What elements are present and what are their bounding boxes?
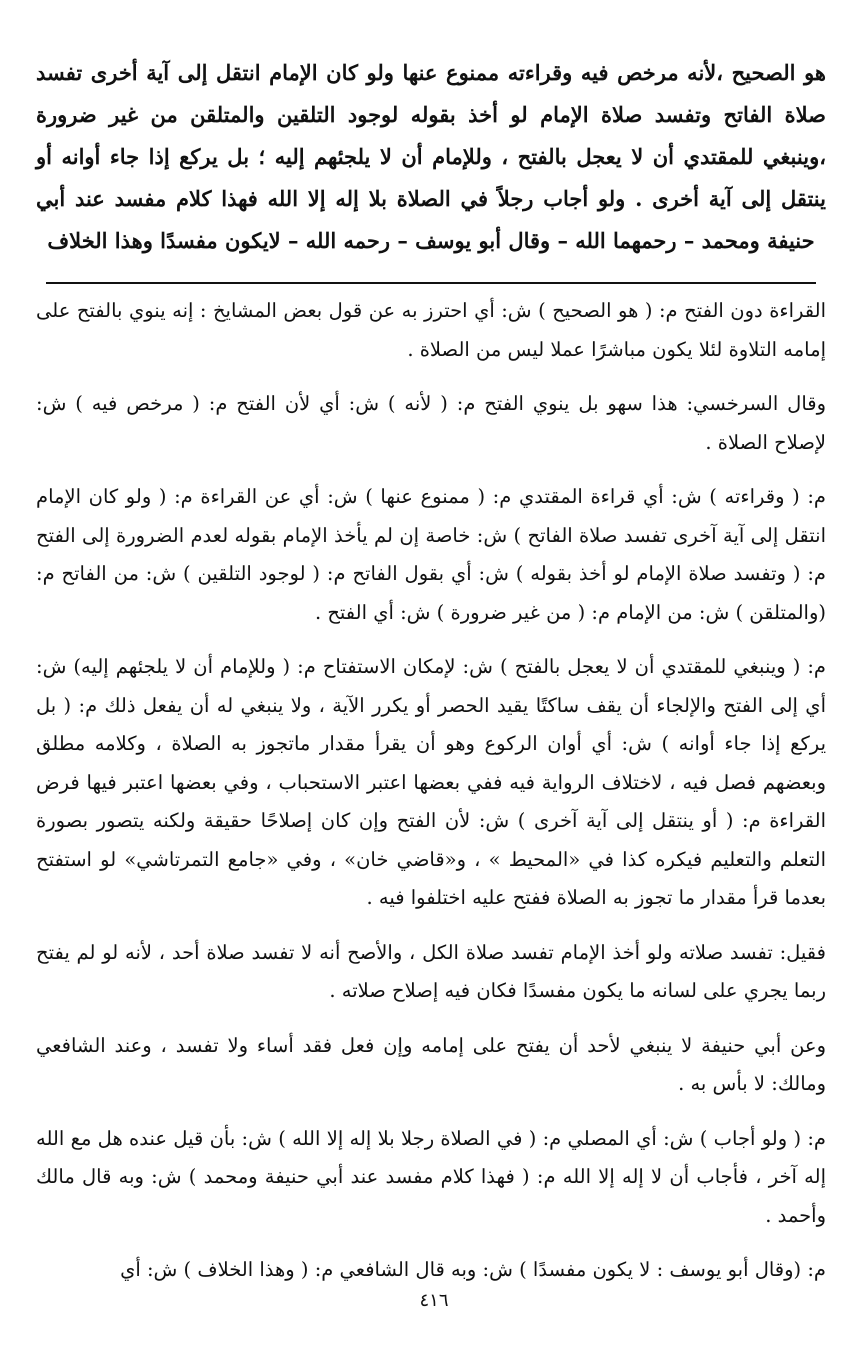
commentary-paragraph: م: ( ولو أجاب ) ش: أي المصلي م: ( في الصلاة رجلا بلا إله إلا الله ) ش: بأن قيل عنده هل مع الله إله آخر ، فأجاب أن لا إله إلا الله م: ( فهذا كلام مفسد عند أبي حنيفة ومحمد ) ش: وبه قال مالك وأحمد . xyxy=(36,1126,826,1227)
page-number: ٤١٦ xyxy=(419,1290,449,1311)
main-text: هو الصحيح ،لأنه مرخص فيه وقراءته ممنوع عنها ولو كان الإمام انتقل إلى آية أخرى تفسد صلاة الفاتح وتفسد صلاة الإمام لو أخذ بقوله لوجود التلقين والمتلقن من غير ضرورة ،وينبغي للمقتدي أن لا يعجل بالفتح ، وللإمام أن لا يلجئهم إليه ؛ بل يركع إذا جاء أوانه أو ينتقل إلى آية أخرى . ولو أجاب رجلاً في الصلاة بلا إله إلا الله فهذا كلام مفسد عند أبي حنيفة ومحمد – رحمهما الله – وقال أبو يوسف – رحمه الله – لايكون مفسدًا وهذا الخلاف xyxy=(36,60,826,253)
separator-line xyxy=(46,282,816,284)
commentary-paragraph: م: (وقال أبو يوسف : لا يكون مفسدًا ) ش: وبه قال الشافعي م: ( وهذا الخلاف ) ش: أي xyxy=(120,1258,826,1281)
commentary-paragraph: م: ( وقراءته ) ش: أي قراءة المقتدي م: ( ممنوع عنها ) ش: أي عن القراءة م: ( ولو كان الإمام انتقل إلى آية آخرى تفسد صلاة الفاتح ) ش: خاصة إن لم يأخذ الإمام بقوله لعدم الضرورة إلى الفتح م: ( وتفسد صلاة الإمام لو أخذ بقوله ) ش: أي بقول الفاتح م: ( لوجود التلقين ) ش: من الفاتح م: (والمتلقن ) ش: من الإمام م: ( من غير ضرورة ) ش: أي الفتح . xyxy=(36,485,826,624)
commentary-paragraph: وقال السرخسي: هذا سهو بل ينوي الفتح م: ( لأنه ) ش: أي لأن الفتح م: ( مرخص فيه ) ش: لإصلاح الصلاة . xyxy=(36,392,826,454)
commentary-paragraph: م: ( وينبغي للمقتدي أن لا يعجل بالفتح ) ش: لإمكان الاستفتاح م: ( وللإمام أن لا يلجئهم إليه) ش: أي إلى الفتح والإلجاء أن يقف ساكتًا يقيد الحصر أو يكرر الآية ، ولا ينبغي له أن يفعل ذلك م: ( بل يركع إذا جاء أوانه ) ش: أي أوان الركوع وهو أن يقرأ مقدار ماتجوز به الصلاة ، وكلامه مطلق وبعضهم فصل فيه ، لاختلاف الرواية فيه ففي بعضها اعتبر الاستحباب ، وفي بعضها اعتبر فيها فرض القراءة م: ( أو ينتقل إلى آية آخرى ) ش: لأن الفتح وإن كان إصلاحًا حقيقة ولكنه يتصور بصورة التعلم والتعليم فيكره كذا في «المحيط » ، و«قاضي خان» ، وفي «جامع التمرتاشي» لو استفتح بعدما قرأ مقدار ما تجوز به الصلاة ففتح عليه اختلفوا فيه . xyxy=(36,655,826,909)
book-page xyxy=(36,52,826,1306)
commentary-paragraph: وعن أبي حنيفة لا ينبغي لأحد أن يفتح على إمامه وإن فعل فقد أساء ولا تفسد ، وعند الشافعي ومالك: لا بأس به . xyxy=(36,1033,826,1095)
commentary xyxy=(36,292,826,1290)
commentary-paragraph: القراءة دون الفتح م: ( هو الصحيح ) ش: أي احترز به عن قول بعض المشايخ : إنه ينوي بالفتح على إمامه التلاوة لئلا يكون مباشرًا عملا ليس من الصلاة . xyxy=(36,299,826,361)
commentary-paragraph: فقيل: تفسد صلاته ولو أخذ الإمام تفسد صلاة الكل ، والأصح أنه لا تفسد صلاة أحد ، لأنه لو لم يفتح ربما يجري على لسانه ما يكون مفسدًا فكان فيه إصلاح صلاته . xyxy=(36,940,826,1002)
